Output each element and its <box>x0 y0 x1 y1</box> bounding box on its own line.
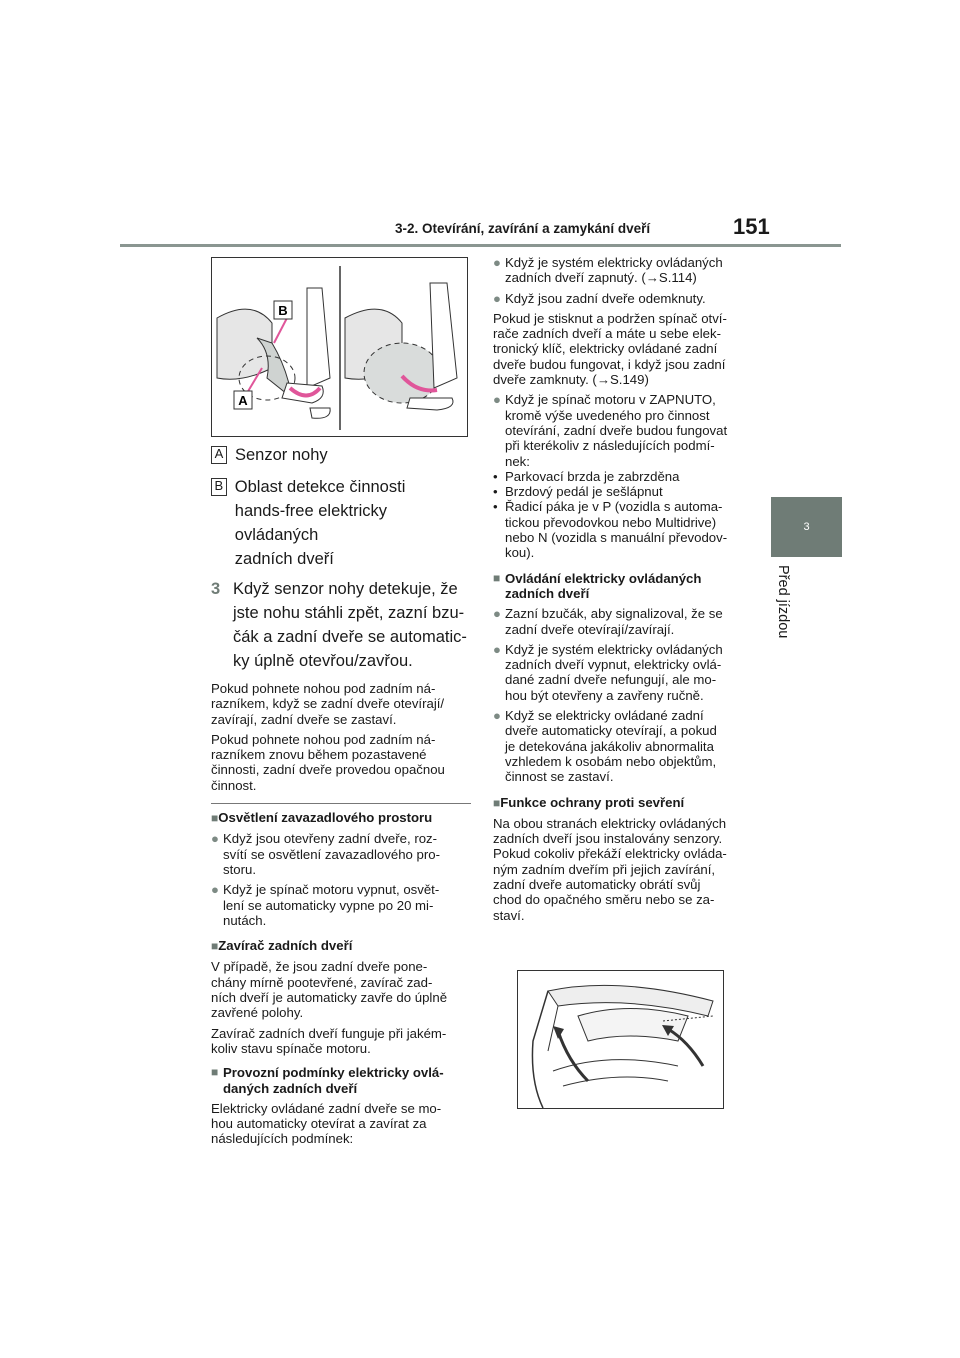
label-b: B <box>278 303 288 318</box>
paragraph: Na obou stranách elektricky ovládaných zadních dveří jsou instalovány senzory. Pokud cokoliv překáží elektricky ovláda- ným zadním dveřím při jejich zavírání, zadní dveře automaticky obrátí svůj chod do opačného směru nebo se za- staví. <box>493 815 727 923</box>
section-title: 3-2. Otevírání, zavírání a zamykání dveří <box>395 221 651 236</box>
divider <box>211 803 471 804</box>
bullet-item: ● Když je systém elektricky ovládaných zadních dveří zapnutý. (→S.114) <box>493 255 723 286</box>
foot-sensor-illustration <box>211 257 468 437</box>
bullet-item: ● Zazní bzučák, aby signalizoval, že se zadní dveře otevírají/zavírají. <box>493 606 723 637</box>
heading: ■Osvětlení zavazadlového prostoru <box>211 810 433 826</box>
dash-item: • Brzdový pedál je sešlápnut <box>493 484 663 500</box>
chapter-label: Před jízdou <box>775 565 791 639</box>
bullet-item: ● Když je spínač motoru vypnut, osvět- lení se automaticky vypne po 20 mi- nutách. <box>211 882 440 928</box>
tailgate-sensor-illustration <box>517 970 724 1109</box>
heading: ■Zavírač zadních dveří <box>211 938 353 954</box>
paragraph: Pokud pohnete nohou pod zadním ná- razníkem, když se zadní dveře otevírají/ zavírají, zadní dveře se zastaví. <box>211 681 445 727</box>
step-text: Když senzor nohy detekuje, že jste nohu stáhli zpět, zazní bzu- čák a zadní dveře se automatic- ky úplně otevřou/zavřou. <box>233 580 467 670</box>
paragraph: Zavírač zadních dveří funguje při jakém- koliv stavu spínače motoru. <box>211 1025 447 1056</box>
right-column <box>493 255 753 928</box>
paragraph: Elektricky ovládané zadní dveře se mo- hou automaticky otevírat a zavírat za následujících podmínek: <box>211 1100 442 1147</box>
bullet-item: ● Když jsou otevřeny zadní dveře, roz- svítí se osvětlení zavazadlového pro- storu. <box>211 831 440 877</box>
label-a: A <box>238 393 248 408</box>
dash-item: • Parkovací brzda je zabrzděna <box>493 468 680 484</box>
paragraph: V případě, že jsou zadní dveře pone- chány mírně pootevřené, zavírač zad- ních dveří je automaticky zavře do úplně zavřené polohy. <box>211 959 448 1021</box>
legend-b-text: Oblast detekce činnosti hands-free elektricky ovládaných zadních dveří <box>234 478 406 568</box>
bullet-item: ● Když je spínač motoru v ZAPNUTO, kromě výše uvedeného pro činnost otevírání, zadní dveře budou fungovat při kterékoliv z následujících podmí- nek: <box>493 392 728 469</box>
legend-a-text: Senzor nohy <box>235 446 328 464</box>
heading: ■ Ovládání elektricky ovládaných zadních dveří <box>493 570 702 601</box>
heading: ■ Provozní podmínky elektricky ovlá- daných zadních dveří <box>211 1065 444 1096</box>
left-column <box>211 443 471 1152</box>
step-number: 3 <box>211 580 221 598</box>
heading: ■Funkce ochrany proti sevření <box>493 794 685 810</box>
bullet-item: ● Když jsou zadní dveře odemknuty. <box>493 290 706 306</box>
paragraph: Pokud pohnete nohou pod zadním ná- razníkem znovu během pozastavené činnosti, zadní dveře provedou opačnou činnost. <box>211 731 445 793</box>
dash-item: • Řadicí páka je v P (vozidla s automa- tickou převodovkou nebo Multidrive) nebo N (vozidla s manuální převodov- kou). <box>493 499 728 561</box>
paragraph: Pokud je stisknut a podržen spínač otví- rače zadních dveří a máte u sebe elek- tronický klíč, elektricky ovládané zadní dveře budou fungovat, i když jsou zadní dveře zamknuty. (→S.149) <box>493 310 727 388</box>
bullet-item: ● Když je systém elektricky ovládaných zadních dveří vypnut, elektricky ovlá- dané zadní dveře nefungují, ale mo- hou být otevřeny a zavřeny ručně. <box>493 641 723 703</box>
page-number: 151 <box>733 214 770 239</box>
chapter-tab: 3 <box>771 497 842 557</box>
header-divider <box>120 244 841 247</box>
legend-b-tag: B <box>211 478 227 496</box>
bullet-item: ● Když se elektricky ovládané zadní dveře automaticky otevírají, a pokud je detekována jakákoliv abnormalita vzhledem k osobám nebo objektům, činnost se zastaví. <box>493 708 717 785</box>
legend-a-tag: A <box>211 446 227 464</box>
